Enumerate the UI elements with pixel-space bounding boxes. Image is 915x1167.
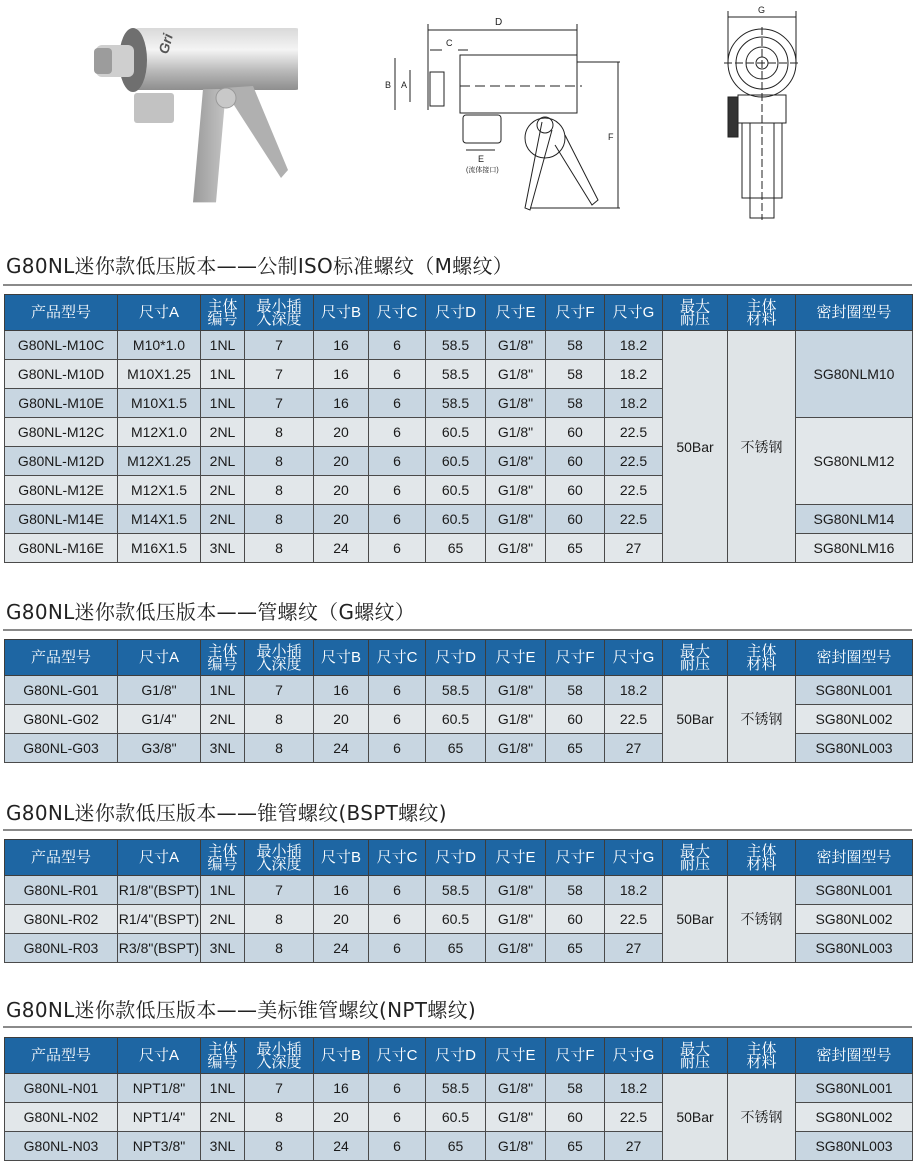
col-material: 主体 材料 xyxy=(728,840,796,876)
cell-b: 20 xyxy=(314,705,369,734)
col-size-c: 尺寸C xyxy=(369,640,426,676)
table-row xyxy=(5,876,913,905)
cell-a: M16X1.5 xyxy=(118,534,201,563)
cell-c: 6 xyxy=(369,1132,426,1161)
cell-f: 60 xyxy=(546,447,605,476)
col-size-f: 尺寸F xyxy=(546,640,605,676)
col-max-pressure: 最大 耐压 xyxy=(663,295,728,331)
spec-table-g-thread xyxy=(4,639,913,763)
col-size-d: 尺寸D xyxy=(426,1038,486,1074)
cell-e: G1/8" xyxy=(486,876,546,905)
section-title-g-thread: G80NL迷你款低压版本——管螺纹（G螺纹） xyxy=(6,600,416,624)
cell-c: 6 xyxy=(369,734,426,763)
col-body-no: 主体 编号 xyxy=(201,295,245,331)
svg-text:D: D xyxy=(495,17,503,28)
svg-text:C: C xyxy=(446,38,453,48)
cell-g: 22.5 xyxy=(605,505,663,534)
cell-e: G1/8" xyxy=(486,476,546,505)
cell-a: NPT1/4" xyxy=(118,1103,201,1132)
cell-body: 2NL xyxy=(201,705,245,734)
cell-e: G1/8" xyxy=(486,360,546,389)
cell-depth: 8 xyxy=(245,905,314,934)
cell-e: G1/8" xyxy=(486,418,546,447)
cell-d: 58.5 xyxy=(426,389,486,418)
cell-c: 6 xyxy=(369,360,426,389)
cell-f: 65 xyxy=(546,934,605,963)
cell-b: 20 xyxy=(314,418,369,447)
svg-text:B: B xyxy=(385,80,392,90)
col-size-f: 尺寸F xyxy=(546,295,605,331)
cell-body: 3NL xyxy=(201,734,245,763)
cell-b: 16 xyxy=(314,389,369,418)
table-row xyxy=(5,1074,913,1103)
cell-b: 16 xyxy=(314,876,369,905)
section-divider xyxy=(3,1026,912,1028)
table-header-row xyxy=(5,295,913,331)
cell-body: 3NL xyxy=(201,534,245,563)
cell-a: G1/8" xyxy=(118,676,201,705)
cell-material: 不锈钢 xyxy=(728,876,796,963)
cell-d: 58.5 xyxy=(426,360,486,389)
cell-c: 6 xyxy=(369,418,426,447)
col-size-b: 尺寸B xyxy=(314,1038,369,1074)
cell-a: G3/8" xyxy=(118,734,201,763)
cell-body: 2NL xyxy=(201,476,245,505)
cell-seal: SG80NL002 xyxy=(796,905,913,934)
cell-b: 24 xyxy=(314,1132,369,1161)
cell-a: M10*1.0 xyxy=(118,331,201,360)
col-model: 产品型号 xyxy=(5,295,118,331)
cell-model: G80NL-R02 xyxy=(5,905,118,934)
cell-b: 24 xyxy=(314,934,369,963)
cell-g: 27 xyxy=(605,934,663,963)
cell-e: G1/8" xyxy=(486,1132,546,1161)
cell-c: 6 xyxy=(369,389,426,418)
cell-c: 6 xyxy=(369,676,426,705)
col-size-g: 尺寸G xyxy=(605,1038,663,1074)
cell-depth: 8 xyxy=(245,1103,314,1132)
col-body-no: 主体 编号 xyxy=(201,640,245,676)
product-figures xyxy=(0,0,915,232)
cell-seal: SG80NL002 xyxy=(796,705,913,734)
cell-max-pressure: 50Bar xyxy=(663,1074,728,1161)
front-dimension-drawing xyxy=(720,5,810,220)
cell-a: R1/4"(BSPT) xyxy=(118,905,201,934)
col-seal-model: 密封圈型号 xyxy=(796,840,913,876)
cell-seal: SG80NL001 xyxy=(796,676,913,705)
col-size-c: 尺寸C xyxy=(369,295,426,331)
cell-depth: 7 xyxy=(245,389,314,418)
cell-body: 3NL xyxy=(201,934,245,963)
cell-b: 20 xyxy=(314,905,369,934)
cell-material: 不锈钢 xyxy=(728,1074,796,1161)
cell-c: 6 xyxy=(369,934,426,963)
col-size-a: 尺寸A xyxy=(118,295,201,331)
cell-d: 60.5 xyxy=(426,1103,486,1132)
section-divider xyxy=(3,284,912,286)
col-max-pressure: 最大 耐压 xyxy=(663,640,728,676)
cell-f: 60 xyxy=(546,705,605,734)
cell-depth: 8 xyxy=(245,1132,314,1161)
cell-b: 20 xyxy=(314,505,369,534)
cell-model: G80NL-N03 xyxy=(5,1132,118,1161)
cell-a: M12X1.0 xyxy=(118,418,201,447)
cell-e: G1/8" xyxy=(486,734,546,763)
cell-depth: 8 xyxy=(245,934,314,963)
cell-f: 58 xyxy=(546,676,605,705)
cell-g: 18.2 xyxy=(605,676,663,705)
cell-body: 2NL xyxy=(201,505,245,534)
col-model: 产品型号 xyxy=(5,640,118,676)
cell-e: G1/8" xyxy=(486,505,546,534)
cell-g: 27 xyxy=(605,1132,663,1161)
col-size-b: 尺寸B xyxy=(314,295,369,331)
brand-mark: Gri xyxy=(155,31,176,56)
cell-f: 58 xyxy=(546,389,605,418)
spec-table-npt-thread xyxy=(4,1037,913,1161)
col-size-g: 尺寸G xyxy=(605,295,663,331)
cell-e: G1/8" xyxy=(486,534,546,563)
cell-model: G80NL-G02 xyxy=(5,705,118,734)
col-size-e: 尺寸E xyxy=(486,640,546,676)
cell-c: 6 xyxy=(369,905,426,934)
cell-g: 27 xyxy=(605,534,663,563)
cell-b: 20 xyxy=(314,476,369,505)
cell-c: 6 xyxy=(369,505,426,534)
svg-text:A: A xyxy=(401,80,408,90)
cell-g: 18.2 xyxy=(605,360,663,389)
cell-depth: 8 xyxy=(245,534,314,563)
cell-d: 60.5 xyxy=(426,705,486,734)
section-title-metric: G80NL迷你款低压版本——公制ISO标准螺纹（M螺纹） xyxy=(6,254,514,278)
cell-seal: SG80NLM12 xyxy=(796,418,913,505)
col-size-g: 尺寸G xyxy=(605,640,663,676)
cell-seal: SG80NLM10 xyxy=(796,331,913,418)
cell-max-pressure: 50Bar xyxy=(663,676,728,763)
col-size-c: 尺寸C xyxy=(369,840,426,876)
cell-c: 6 xyxy=(369,1103,426,1132)
cell-g: 22.5 xyxy=(605,476,663,505)
cell-seal: SG80NL003 xyxy=(796,734,913,763)
cell-model: G80NL-M16E xyxy=(5,534,118,563)
cell-seal: SG80NL003 xyxy=(796,1132,913,1161)
col-max-pressure: 最大 耐压 xyxy=(663,1038,728,1074)
spec-table-bspt-thread xyxy=(4,839,913,963)
side-dimension-drawing xyxy=(370,10,620,215)
cell-seal: SG80NLM16 xyxy=(796,534,913,563)
cell-material: 不锈钢 xyxy=(728,331,796,563)
cell-b: 20 xyxy=(314,1103,369,1132)
cell-depth: 8 xyxy=(245,734,314,763)
cell-body: 1NL xyxy=(201,676,245,705)
cell-g: 18.2 xyxy=(605,389,663,418)
col-size-e: 尺寸E xyxy=(486,840,546,876)
cell-a: R1/8"(BSPT) xyxy=(118,876,201,905)
cell-f: 65 xyxy=(546,534,605,563)
cell-b: 16 xyxy=(314,360,369,389)
cell-body: 3NL xyxy=(201,1132,245,1161)
col-max-pressure: 最大 耐压 xyxy=(663,840,728,876)
col-model: 产品型号 xyxy=(5,1038,118,1074)
cell-depth: 8 xyxy=(245,476,314,505)
table-header-row xyxy=(5,840,913,876)
col-seal-model: 密封圈型号 xyxy=(796,640,913,676)
cell-a: M14X1.5 xyxy=(118,505,201,534)
cell-g: 22.5 xyxy=(605,1103,663,1132)
cell-depth: 7 xyxy=(245,876,314,905)
cell-seal: SG80NL002 xyxy=(796,1103,913,1132)
cell-material: 不锈钢 xyxy=(728,676,796,763)
col-min-depth: 最小插 入深度 xyxy=(245,295,314,331)
cell-e: G1/8" xyxy=(486,1074,546,1103)
cell-body: 1NL xyxy=(201,389,245,418)
cell-max-pressure: 50Bar xyxy=(663,876,728,963)
cell-model: G80NL-M12E xyxy=(5,476,118,505)
cell-e: G1/8" xyxy=(486,331,546,360)
cell-body: 1NL xyxy=(201,331,245,360)
cell-e: G1/8" xyxy=(486,676,546,705)
col-min-depth: 最小插 入深度 xyxy=(245,840,314,876)
cell-d: 58.5 xyxy=(426,876,486,905)
col-size-d: 尺寸D xyxy=(426,640,486,676)
cell-g: 18.2 xyxy=(605,1074,663,1103)
cell-depth: 8 xyxy=(245,418,314,447)
fluid-port-note: (流体接口) xyxy=(466,167,499,174)
col-min-depth: 最小插 入深度 xyxy=(245,640,314,676)
cell-e: G1/8" xyxy=(486,447,546,476)
cell-d: 65 xyxy=(426,1132,486,1161)
cell-e: G1/8" xyxy=(486,389,546,418)
section-divider xyxy=(3,829,912,831)
cell-seal: SG80NLM14 xyxy=(796,505,913,534)
cell-g: 22.5 xyxy=(605,705,663,734)
cell-g: 22.5 xyxy=(605,447,663,476)
cell-model: G80NL-M12D xyxy=(5,447,118,476)
cell-body: 1NL xyxy=(201,876,245,905)
cell-a: M12X1.25 xyxy=(118,447,201,476)
cell-d: 58.5 xyxy=(426,676,486,705)
col-size-f: 尺寸F xyxy=(546,840,605,876)
cell-d: 65 xyxy=(426,934,486,963)
cell-b: 20 xyxy=(314,447,369,476)
cell-depth: 7 xyxy=(245,676,314,705)
cell-max-pressure: 50Bar xyxy=(663,331,728,563)
col-size-d: 尺寸D xyxy=(426,840,486,876)
cell-b: 16 xyxy=(314,1074,369,1103)
cell-body: 2NL xyxy=(201,418,245,447)
cell-body: 2NL xyxy=(201,905,245,934)
cell-d: 58.5 xyxy=(426,1074,486,1103)
cell-d: 65 xyxy=(426,734,486,763)
cell-model: G80NL-N01 xyxy=(5,1074,118,1103)
cell-body: 1NL xyxy=(201,1074,245,1103)
cell-e: G1/8" xyxy=(486,1103,546,1132)
cell-e: G1/8" xyxy=(486,934,546,963)
cell-g: 18.2 xyxy=(605,331,663,360)
cell-model: G80NL-R01 xyxy=(5,876,118,905)
cell-g: 18.2 xyxy=(605,876,663,905)
svg-text:G: G xyxy=(758,5,766,15)
cell-c: 6 xyxy=(369,534,426,563)
svg-text:E: E xyxy=(478,154,485,164)
col-body-no: 主体 编号 xyxy=(201,840,245,876)
cell-model: G80NL-R03 xyxy=(5,934,118,963)
col-size-c: 尺寸C xyxy=(369,1038,426,1074)
cell-d: 60.5 xyxy=(426,505,486,534)
svg-text:F: F xyxy=(608,132,614,142)
cell-model: G80NL-G01 xyxy=(5,676,118,705)
cell-b: 24 xyxy=(314,534,369,563)
cell-f: 60 xyxy=(546,505,605,534)
table-row xyxy=(5,331,913,360)
col-size-b: 尺寸B xyxy=(314,840,369,876)
cell-a: NPT1/8" xyxy=(118,1074,201,1103)
spec-table-metric xyxy=(4,294,913,563)
col-material: 主体 材料 xyxy=(728,1038,796,1074)
col-min-depth: 最小插 入深度 xyxy=(245,1038,314,1074)
cell-d: 65 xyxy=(426,534,486,563)
cell-c: 6 xyxy=(369,476,426,505)
cell-depth: 7 xyxy=(245,331,314,360)
col-seal-model: 密封圈型号 xyxy=(796,295,913,331)
cell-d: 60.5 xyxy=(426,447,486,476)
cell-c: 6 xyxy=(369,331,426,360)
col-size-a: 尺寸A xyxy=(118,840,201,876)
cell-f: 60 xyxy=(546,1103,605,1132)
cell-depth: 7 xyxy=(245,1074,314,1103)
table-header-row xyxy=(5,640,913,676)
cell-model: G80NL-N02 xyxy=(5,1103,118,1132)
cell-b: 24 xyxy=(314,734,369,763)
col-size-e: 尺寸E xyxy=(486,1038,546,1074)
cell-a: G1/4" xyxy=(118,705,201,734)
cell-depth: 8 xyxy=(245,705,314,734)
product-photo xyxy=(88,20,298,205)
cell-b: 16 xyxy=(314,676,369,705)
col-size-d: 尺寸D xyxy=(426,295,486,331)
cell-seal: SG80NL001 xyxy=(796,876,913,905)
cell-seal: SG80NL001 xyxy=(796,1074,913,1103)
col-size-a: 尺寸A xyxy=(118,1038,201,1074)
col-material: 主体 材料 xyxy=(728,295,796,331)
cell-c: 6 xyxy=(369,705,426,734)
cell-g: 22.5 xyxy=(605,418,663,447)
cell-model: G80NL-M10E xyxy=(5,389,118,418)
cell-d: 60.5 xyxy=(426,418,486,447)
cell-f: 58 xyxy=(546,360,605,389)
col-body-no: 主体 编号 xyxy=(201,1038,245,1074)
cell-f: 65 xyxy=(546,734,605,763)
col-seal-model: 密封圈型号 xyxy=(796,1038,913,1074)
cell-a: M12X1.5 xyxy=(118,476,201,505)
cell-f: 58 xyxy=(546,876,605,905)
table-header-row xyxy=(5,1038,913,1074)
cell-a: M10X1.25 xyxy=(118,360,201,389)
cell-f: 60 xyxy=(546,476,605,505)
cell-a: NPT3/8" xyxy=(118,1132,201,1161)
table-row xyxy=(5,676,913,705)
section-divider xyxy=(3,629,912,631)
col-size-g: 尺寸G xyxy=(605,840,663,876)
section-title-bspt-thread: G80NL迷你款低压版本——锥管螺纹(BSPT螺纹) xyxy=(6,801,447,825)
cell-body: 1NL xyxy=(201,360,245,389)
cell-model: G80NL-M10D xyxy=(5,360,118,389)
cell-body: 2NL xyxy=(201,447,245,476)
cell-g: 22.5 xyxy=(605,905,663,934)
cell-model: G80NL-M10C xyxy=(5,331,118,360)
cell-b: 16 xyxy=(314,331,369,360)
cell-body: 2NL xyxy=(201,1103,245,1132)
cell-d: 60.5 xyxy=(426,905,486,934)
cell-f: 58 xyxy=(546,331,605,360)
cell-e: G1/8" xyxy=(486,905,546,934)
cell-d: 60.5 xyxy=(426,476,486,505)
col-model: 产品型号 xyxy=(5,840,118,876)
section-title-npt-thread: G80NL迷你款低压版本——美标锥管螺纹(NPT螺纹) xyxy=(6,998,476,1022)
cell-model: G80NL-M12C xyxy=(5,418,118,447)
cell-c: 6 xyxy=(369,1074,426,1103)
col-size-f: 尺寸F xyxy=(546,1038,605,1074)
col-size-b: 尺寸B xyxy=(314,640,369,676)
cell-c: 6 xyxy=(369,876,426,905)
cell-model: G80NL-G03 xyxy=(5,734,118,763)
cell-e: G1/8" xyxy=(486,705,546,734)
cell-depth: 8 xyxy=(245,447,314,476)
col-material: 主体 材料 xyxy=(728,640,796,676)
cell-d: 58.5 xyxy=(426,331,486,360)
cell-f: 58 xyxy=(546,1074,605,1103)
col-size-e: 尺寸E xyxy=(486,295,546,331)
cell-a: M10X1.5 xyxy=(118,389,201,418)
col-size-a: 尺寸A xyxy=(118,640,201,676)
cell-model: G80NL-M14E xyxy=(5,505,118,534)
cell-seal: SG80NL003 xyxy=(796,934,913,963)
cell-g: 27 xyxy=(605,734,663,763)
cell-f: 65 xyxy=(546,1132,605,1161)
cell-f: 60 xyxy=(546,418,605,447)
cell-depth: 8 xyxy=(245,505,314,534)
cell-depth: 7 xyxy=(245,360,314,389)
cell-f: 60 xyxy=(546,905,605,934)
cell-c: 6 xyxy=(369,447,426,476)
cell-a: R3/8"(BSPT) xyxy=(118,934,201,963)
